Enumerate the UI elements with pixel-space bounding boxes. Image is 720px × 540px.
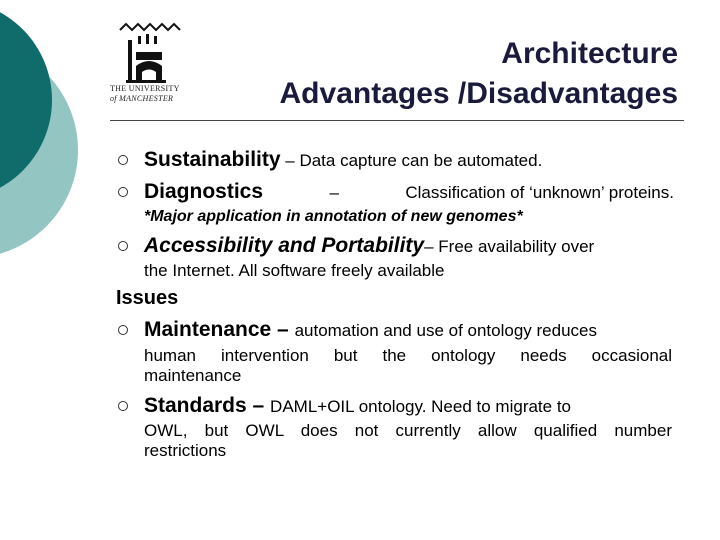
bullet-icon bbox=[118, 155, 128, 165]
title-line2: Advantages /Disadvantages bbox=[279, 77, 678, 110]
issues-heading: Issues bbox=[116, 287, 179, 309]
title-line1: Architecture bbox=[501, 37, 678, 70]
issue-heading: Maintenance – bbox=[144, 318, 295, 341]
issue-text: DAML+OIL ontology. Need to migrate to bbox=[270, 397, 572, 416]
advantage-heading: Accessibility and Portability bbox=[144, 234, 425, 257]
issue-heading: Standards – bbox=[144, 394, 271, 417]
advantage-text-cont: the Internet. All software freely available bbox=[144, 261, 445, 280]
advantage-heading: Sustainability bbox=[144, 148, 281, 171]
issue-standards bbox=[144, 394, 571, 418]
issue-text-cont: restrictions bbox=[144, 441, 227, 460]
bullet-icon bbox=[118, 241, 128, 251]
advantage-diagnostics: Diagnostics – Classification of ‘unknown’ proteins. bbox=[144, 180, 674, 203]
advantage-text: Classification of ‘unknown’ proteins. bbox=[405, 183, 674, 202]
logo-line2: of MANCHESTER bbox=[110, 94, 174, 103]
bullet-icon bbox=[118, 401, 128, 411]
slide-title bbox=[280, 34, 678, 114]
issue-text-cont: OWL, but OWL does not currently allow qualified number bbox=[144, 421, 672, 440]
issue-text: automation and use of ontology reduces bbox=[294, 321, 597, 340]
advantage-text: Free availability over bbox=[438, 237, 595, 256]
logo-line1: THE UNIVERSITY bbox=[110, 84, 180, 93]
bullet-icon bbox=[118, 187, 128, 197]
title-divider bbox=[110, 120, 684, 121]
issue-text-cont: maintenance bbox=[144, 366, 242, 385]
logo-wordmark bbox=[110, 84, 186, 104]
advantage-sustainability: Sustainability – Data capture can be automated. bbox=[144, 148, 543, 171]
decorative-circles bbox=[0, 0, 80, 260]
advantage-heading: Diagnostics bbox=[144, 180, 264, 203]
advantage-text: Data capture can be automated. bbox=[299, 151, 543, 170]
advantage-accessibility: Accessibility and Portability– Free availability over bbox=[144, 234, 595, 257]
issue-text-cont: human intervention but the ontology needs occasional bbox=[144, 346, 672, 365]
bullet-icon bbox=[118, 325, 128, 335]
advantage-note: *Major application in annotation of new genomes* bbox=[144, 208, 523, 225]
issue-maintenance bbox=[144, 318, 597, 342]
